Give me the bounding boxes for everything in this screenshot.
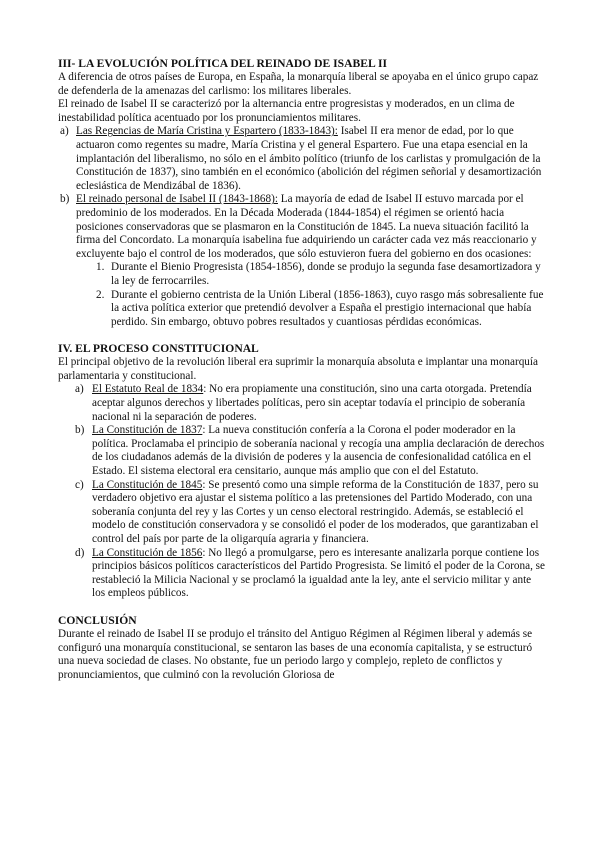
sub-list xyxy=(76,261,546,329)
list-item xyxy=(58,547,546,601)
list-item-heading: La Constitución de 1856 xyxy=(92,546,203,559)
list-item-text: : No llegó a promulgarse, pero es interesante analizarla porque contiene los principios básicos políticos característicos del Partido Progresista. Se limitó el poder de la Corona, se restableció la Milicia Nacional y se proclamó la igualdad ante la ley, ante el servicio militar y ante los empleos públicos. xyxy=(92,546,545,600)
list-marker: b) xyxy=(60,193,70,206)
list-item xyxy=(58,479,546,547)
list-marker: b) xyxy=(75,424,85,437)
sub-list-item-text: Durante el Bienio Progresista (1854-1856), donde se produjo la segunda fase desamortizadora y la ley de ferrocarriles. xyxy=(111,261,541,287)
section-4-intro: El principal objetivo de la revolución liberal era suprimir la monarquía absoluta e implantar una monarquía parlamentaria y constitucional. xyxy=(58,356,538,382)
sub-list-item xyxy=(76,261,546,288)
list-item-heading: La Constitución de 1845 xyxy=(92,478,203,491)
section-4-title: IV. EL PROCESO CONSTITUCIONAL xyxy=(58,342,259,356)
list-item-text: La mayoría de edad de Isabel II estuvo marcada por el predominio de los moderados. En la Década Moderada (1844-1854) el régimen se orientó hacia posiciones conservadoras que se plasmaron en la Constitución de 1845. La nueva situación facilitó la firma del Concordato. La monarquía isabelina fue adquiriendo un carácter cada vez más reaccionario y excluyente bajo el control de los moderados, que sólo estuvieron fuera del gobierno en dos ocasiones: xyxy=(76,193,537,260)
list-marker: d) xyxy=(75,546,85,559)
list-item-heading: El reinado personal de Isabel II (1843-1868): xyxy=(76,193,278,206)
list-item-heading: La Constitución de 1837 xyxy=(92,424,203,437)
list-marker: a) xyxy=(60,125,69,138)
document-page xyxy=(58,56,546,682)
section-3-paragraph-1: A diferencia de otros países de Europa, en España, la monarquía liberal se apoyaba en el único grupo capaz de defenderla de la amenazas del carlismo: los militares liberales. xyxy=(58,71,539,97)
sub-list-item xyxy=(76,289,546,330)
section-3-paragraph-2: El reinado de Isabel II se caracterizó por la alternancia entre progresistas y moderados, en un clima de inestabilidad política acentuado por los pronunciamientos militares. xyxy=(58,98,515,124)
list-item-text: : No era propiamente una constitución, sino una carta otorgada. Pretendía aceptar algunos derechos y libertades políticas, pero sin aceptar todavía el principio de soberanía nacional ni la separación de poderes. xyxy=(92,383,532,423)
list-marker: a) xyxy=(75,383,84,396)
list-item-text: : Se presentó como una simple reforma de la Constitución de 1837, pero su verdadero objetivo era ajustar el sistema político a las pretensiones del Partido Moderado, con una soberanía conjunta del rey y las Cortes y un censo electoral restringido. Además, se estableció el modelo de constitución conservadora y se consolidó el poder de los moderados, que garantizaban el control del país por parte de la oligarquía agraria y financiera. xyxy=(92,478,539,545)
list-item-text: Isabel II era menor de edad, por lo que actuaron como regentes su madre, María Cristina y el general Espartero. Fue una etapa esencial en la implantación del liberalismo, no sólo en el ámbito político (triunfo de los carlistas y promulgación de la Constitución de 1837), sino también en el económico (abolición del régimen señorial y desamortización eclesiástica de Mendizábal de 1836). xyxy=(76,125,542,192)
conclusion-text: Durante el reinado de Isabel II se produjo el tránsito del Antiguo Régimen al Régimen liberal y además se configuró una monarquía constitucional, se sentaron las bases de una economía capitalista, y se estructuró una nueva sociedad de clases. No obstante, fue un periodo largo y complejo, repleto de conflictos y pronunciamientos, que culminó con la revolución Gloriosa de xyxy=(58,627,533,681)
list-marker: c) xyxy=(75,478,84,491)
sub-list-item-text: Durante el gobierno centrista de la Unión Liberal (1856-1863), cuyo rasgo más sobresaliente fue la activa política exterior que pretendió devolver a España el prestigio internacional que había perdido. Sin embargo, obtuvo pobres resultados y cuantiosas pérdidas económicas. xyxy=(111,288,544,328)
list-item xyxy=(58,424,546,478)
section-3-title: III- LA EVOLUCIÓN POLÍTICA DEL REINADO DE ISABEL II xyxy=(58,57,387,70)
list-item xyxy=(58,383,546,424)
sub-list-marker: 2. xyxy=(96,288,105,301)
section-3-list xyxy=(58,125,546,329)
list-item xyxy=(58,193,546,329)
sub-list-marker: 1. xyxy=(96,261,105,274)
list-item-text: : La nueva constitución confería a la Corona el poder moderador en la política. Proclamaba el principio de soberanía nacional y recogía una amplia declaración de derechos de los ciudadanos además de la división de poderes y la ausencia de confesionalidad católica en el Estado. El sistema electoral era censitario, aunque más amplio que con el del Estatuto. xyxy=(92,424,545,478)
list-item-heading: Las Regencias de María Cristina y Espartero (1833-1843): xyxy=(76,125,338,138)
conclusion-title: CONCLUSIÓN xyxy=(58,613,137,627)
list-item-heading: El Estatuto Real de 1834 xyxy=(92,383,204,396)
list-item xyxy=(58,125,546,193)
section-4-list xyxy=(58,383,546,601)
